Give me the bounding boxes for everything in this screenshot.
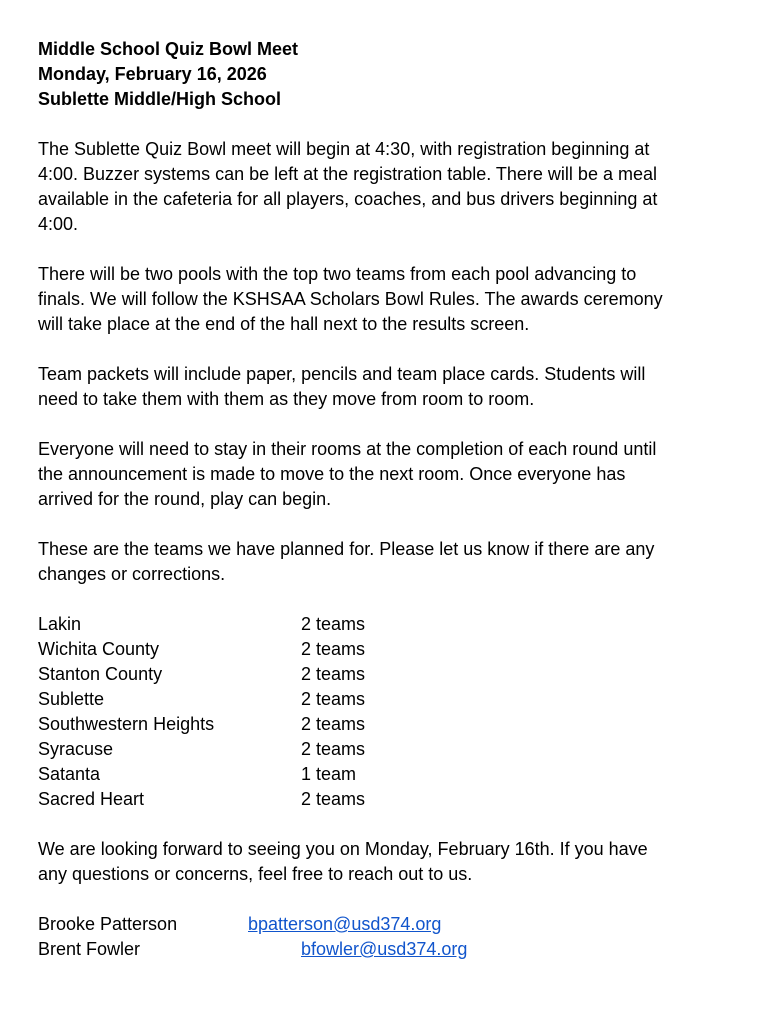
meet-location: Sublette Middle/High School [38,89,281,109]
paragraph-schedule: The Sublette Quiz Bowl meet will begin at 4:30, with registration beginning at 4:00. Buzzer systems can be left at the registration table. There will be a meal available in the cafeteria for all players, coaches, and bus drivers beginning at 4:00. [38,139,658,234]
spacer [38,112,738,137]
contact-row [38,937,738,962]
team-name: Stanton County [38,664,163,684]
team-row [38,737,738,762]
spacer [38,337,738,362]
spacer [38,812,738,837]
paragraph-pools: There will be two pools with the top two teams from each pool advancing to finals. We will follow the KSHSAA Scholars Bowl Rules. The awards ceremony will take place at the end of the hall next to the results screen. [38,264,663,334]
team-row [38,637,738,662]
paragraph-closing: We are looking forward to seeing you on Monday, February 16th. If you have any questions or concerns, feel free to reach out to us. [38,839,648,884]
meet-title: Middle School Quiz Bowl Meet [38,39,299,59]
team-count: 2 teams [301,714,366,734]
spacer [38,587,738,612]
team-row [38,712,738,737]
team-count: 2 teams [301,614,366,634]
paragraph-packets: Team packets will include paper, pencils and team place cards. Students will need to take them with them as they move from room to room. [38,364,646,409]
team-name: Lakin [38,614,82,634]
spacer [38,512,738,537]
team-name: Satanta [38,764,101,784]
team-name: Southwestern Heights [38,714,215,734]
email-link[interactable]: bfowler@usd374.org [301,939,468,959]
email-link[interactable]: bpatterson@usd374.org [248,914,442,934]
contact-row [38,912,738,937]
paragraph-rooms: Everyone will need to stay in their rooms at the completion of each round until the announcement is made to move to the next room. Once everyone has arrived for the round, play can begin. [38,439,657,509]
team-name: Syracuse [38,739,114,759]
contact-name: Brooke Patterson [38,914,178,934]
team-name: Wichita County [38,639,160,659]
spacer [38,887,738,912]
team-row [38,662,738,687]
team-list [38,612,738,812]
document-page [38,37,738,962]
team-name: Sacred Heart [38,789,145,809]
team-row [38,762,738,787]
spacer [38,237,738,262]
team-count: 2 teams [301,664,366,684]
team-count: 2 teams [301,739,366,759]
paragraph-teams-intro: These are the teams we have planned for. Please let us know if there are any changes or corrections. [38,539,655,584]
spacer [38,412,738,437]
contact-list [38,912,738,962]
team-count: 2 teams [301,639,366,659]
team-row [38,787,738,812]
team-row [38,612,738,637]
team-count: 2 teams [301,789,366,809]
team-count: 1 team [301,764,357,784]
team-count: 2 teams [301,689,366,709]
contact-name: Brent Fowler [38,939,141,959]
team-name: Sublette [38,689,105,709]
meet-date: Monday, February 16, 2026 [38,64,267,84]
team-row [38,687,738,712]
